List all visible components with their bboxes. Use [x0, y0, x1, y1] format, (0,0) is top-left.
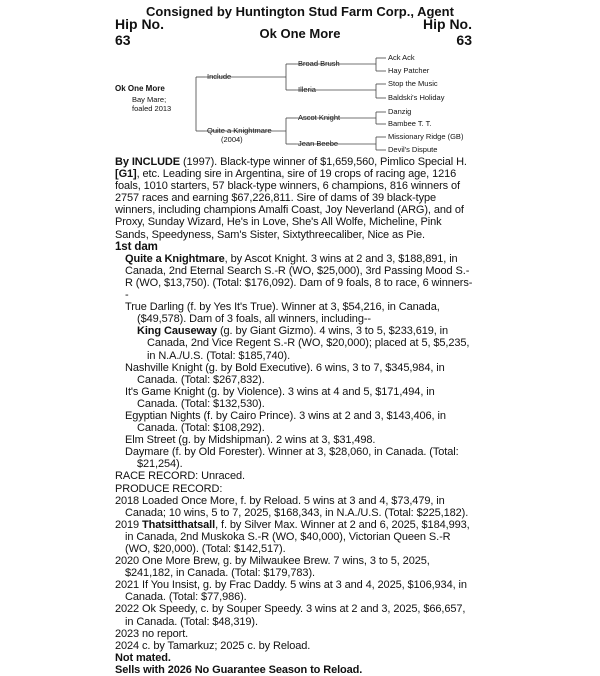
- offspring-king-causeway: [115, 325, 475, 361]
- produce-2024: 2024 c. by Tamarkuz; 2025 c. by Reload.: [115, 639, 311, 652]
- pedigree-ggp: Missionary Ridge (GB): [388, 132, 464, 141]
- produce-2019-name: Thatsitthatsall: [142, 518, 216, 531]
- pedigree-subject-name: Ok One More: [115, 84, 165, 93]
- not-mated: Not mated.: [115, 651, 171, 664]
- sire-paragraph: [115, 156, 475, 241]
- hip-value: 63: [456, 32, 472, 48]
- offspring-nashville-knight: Nashville Knight (g. by Bold Executive). 6 wins, 3 to 7, $345,984, in Canada. (Total: $267,832).: [125, 361, 445, 386]
- sire-lead: By INCLUDE: [115, 156, 181, 168]
- produce-2020: 2020 One More Brew, g. by Milwaukee Brew. 7 wins, 3 to 5, 2025, $241,182, in Canada. (Total: $179,783).: [115, 555, 430, 580]
- pedigree-ggp: Danzig: [388, 107, 412, 116]
- offspring-elm-street: Elm Street (g. by Midshipman). 2 wins at 3, $31,498.: [125, 434, 376, 447]
- race-record: RACE RECORD: Unraced.: [115, 470, 245, 483]
- produce-2019-text: , f. by Silver Max. Winner at 2 and 6, 2025, $184,993, in Canada, 2nd Muskoka S.-R (WO, $40,000), Victorian Queen S.-R (WO, $20,000). (Total: $142,517).: [125, 518, 470, 555]
- sire-text-2: , etc. Leading sire in Argentina, sire of 19 crops of racing age, 1216 foals, 1010 starters, 57 black-type winners, 6 champions, 816 winners of 2757 races and earning $67,226,811. Sire of dams of 39 black-type winners, including champions Amalfi Coast, Joy Neverland (ARG), and of Proxy, Sunday Wizard, He's in Love, She's All Wolfe, Micheline, Pink Sands, Speedyness, Sam's Sister, Sixtythreecaliber, Nice as Pie.: [115, 168, 464, 241]
- hip-label: Hip No.: [423, 16, 472, 32]
- hip-value: 63: [115, 32, 131, 48]
- pedigree-lines: [0, 0, 600, 160]
- pedigree-ggp: Bambee T. T.: [388, 119, 432, 128]
- pedigree-dam-year: (2004): [221, 135, 243, 144]
- pedigree-dam: Quite a Knightmare: [207, 126, 272, 135]
- king-causeway-name: King Causeway: [137, 325, 218, 338]
- pedigree-sire: Include: [207, 72, 232, 81]
- consignor-line: Consigned by Huntington Stud Farm Corp., Agent: [146, 4, 454, 19]
- offspring-egyptian-nights: Egyptian Nights (f. by Cairo Prince). 3 wins at 2 and 3, $143,406, in Canada. (Total: $108,292).: [125, 409, 446, 435]
- king-causeway-text: (g. by Giant Gizmo). 4 wins, 3 to 5, $233,619, in Canada, 2nd Vice Regent S.-R (WO, $20,000); placed at 5, $5,235, in N.A./U.S. (Total: $185,740).: [147, 325, 470, 362]
- produce-2019: [115, 519, 475, 555]
- pedigree-sire-sire: Broad Brush: [298, 59, 340, 68]
- pedigree-subject-color: Bay Mare;: [132, 95, 167, 104]
- pedigree-ggp: Stop the Music: [388, 79, 438, 88]
- produce-2019-year: 2019: [115, 518, 143, 531]
- produce-2021: 2021 If You Insist, g. by Frac Daddy. 5 wins at 3 and 4, 2025, $106,934, in Canada. (Total: $77,986).: [115, 579, 467, 604]
- pedigree-dam-sire: Ascot Knight: [298, 113, 341, 122]
- sire-grade: [G1]: [115, 168, 137, 181]
- offspring-its-game-knight: It's Game Knight (g. by Violence). 3 wins at 4 and 5, $171,494, in Canada. (Total: $132,530).: [125, 385, 435, 410]
- offspring-daymare: Daymare (f. by Old Forester). Winner at 3, $28,060, in Canada. (Total: $21,254).: [125, 446, 459, 471]
- offspring-true-darling: True Darling (f. by Yes It's True). Winner at 3, $54,216, in Canada, ($49,578). Dam of 3 foals, all winners, including--: [125, 301, 440, 326]
- pedigree-ggp: Devil's Dispute: [388, 145, 438, 154]
- pedigree-dam-dam: Jean Beebe: [298, 139, 339, 148]
- hip-label: Hip No.: [115, 16, 164, 32]
- pedigree-sire-dam: Illeria: [298, 85, 316, 94]
- pedigree-ggp: Baldski's Holiday: [388, 93, 445, 102]
- first-dam-paragraph: [115, 253, 475, 301]
- first-dam-heading: 1st dam: [115, 240, 158, 253]
- pedigree-ggp: Hay Patcher: [388, 66, 430, 75]
- produce-2018: 2018 Loaded Once More, f. by Reload. 5 wins at 3 and 4, $73,479, in Canada; 10 wins, 5 to 7, 2025, $168,343, in N.A./U.S. (Total: $225,182).: [115, 494, 469, 519]
- produce-heading: PRODUCE RECORD:: [115, 482, 223, 495]
- produce-2023: 2023 no report.: [115, 627, 189, 640]
- pedigree-ggp: Ack Ack: [388, 53, 415, 62]
- first-dam-text: , by Ascot Knight. 3 wins at 2 and 3, $188,891, in Canada, 2nd Eternal Search S.-R (WO, $25,000), 3rd Passing Mood S.-R (WO, $13,750). (Total: $176,092). Dam of 9 foals, 8 to race, 6 winners--: [125, 252, 473, 302]
- pedigree-chart: [0, 0, 600, 160]
- sire-text-1: (1997). Black-type winner of $1,659,560, Pimlico Special H.: [180, 156, 467, 168]
- catalogue-body: [115, 156, 475, 676]
- produce-2022: 2022 Ok Speedy, c. by Souper Speedy. 3 wins at 2 and 3, 2025, $66,657, in Canada. (Total: $48,319).: [115, 603, 466, 628]
- pedigree-subject-foaled: foaled 2013: [132, 104, 172, 113]
- sells-with: Sells with 2026 No Guarantee Season to Reload.: [115, 663, 363, 676]
- horse-title: Ok One More: [259, 26, 341, 41]
- first-dam-name: Quite a Knightmare: [125, 252, 225, 265]
